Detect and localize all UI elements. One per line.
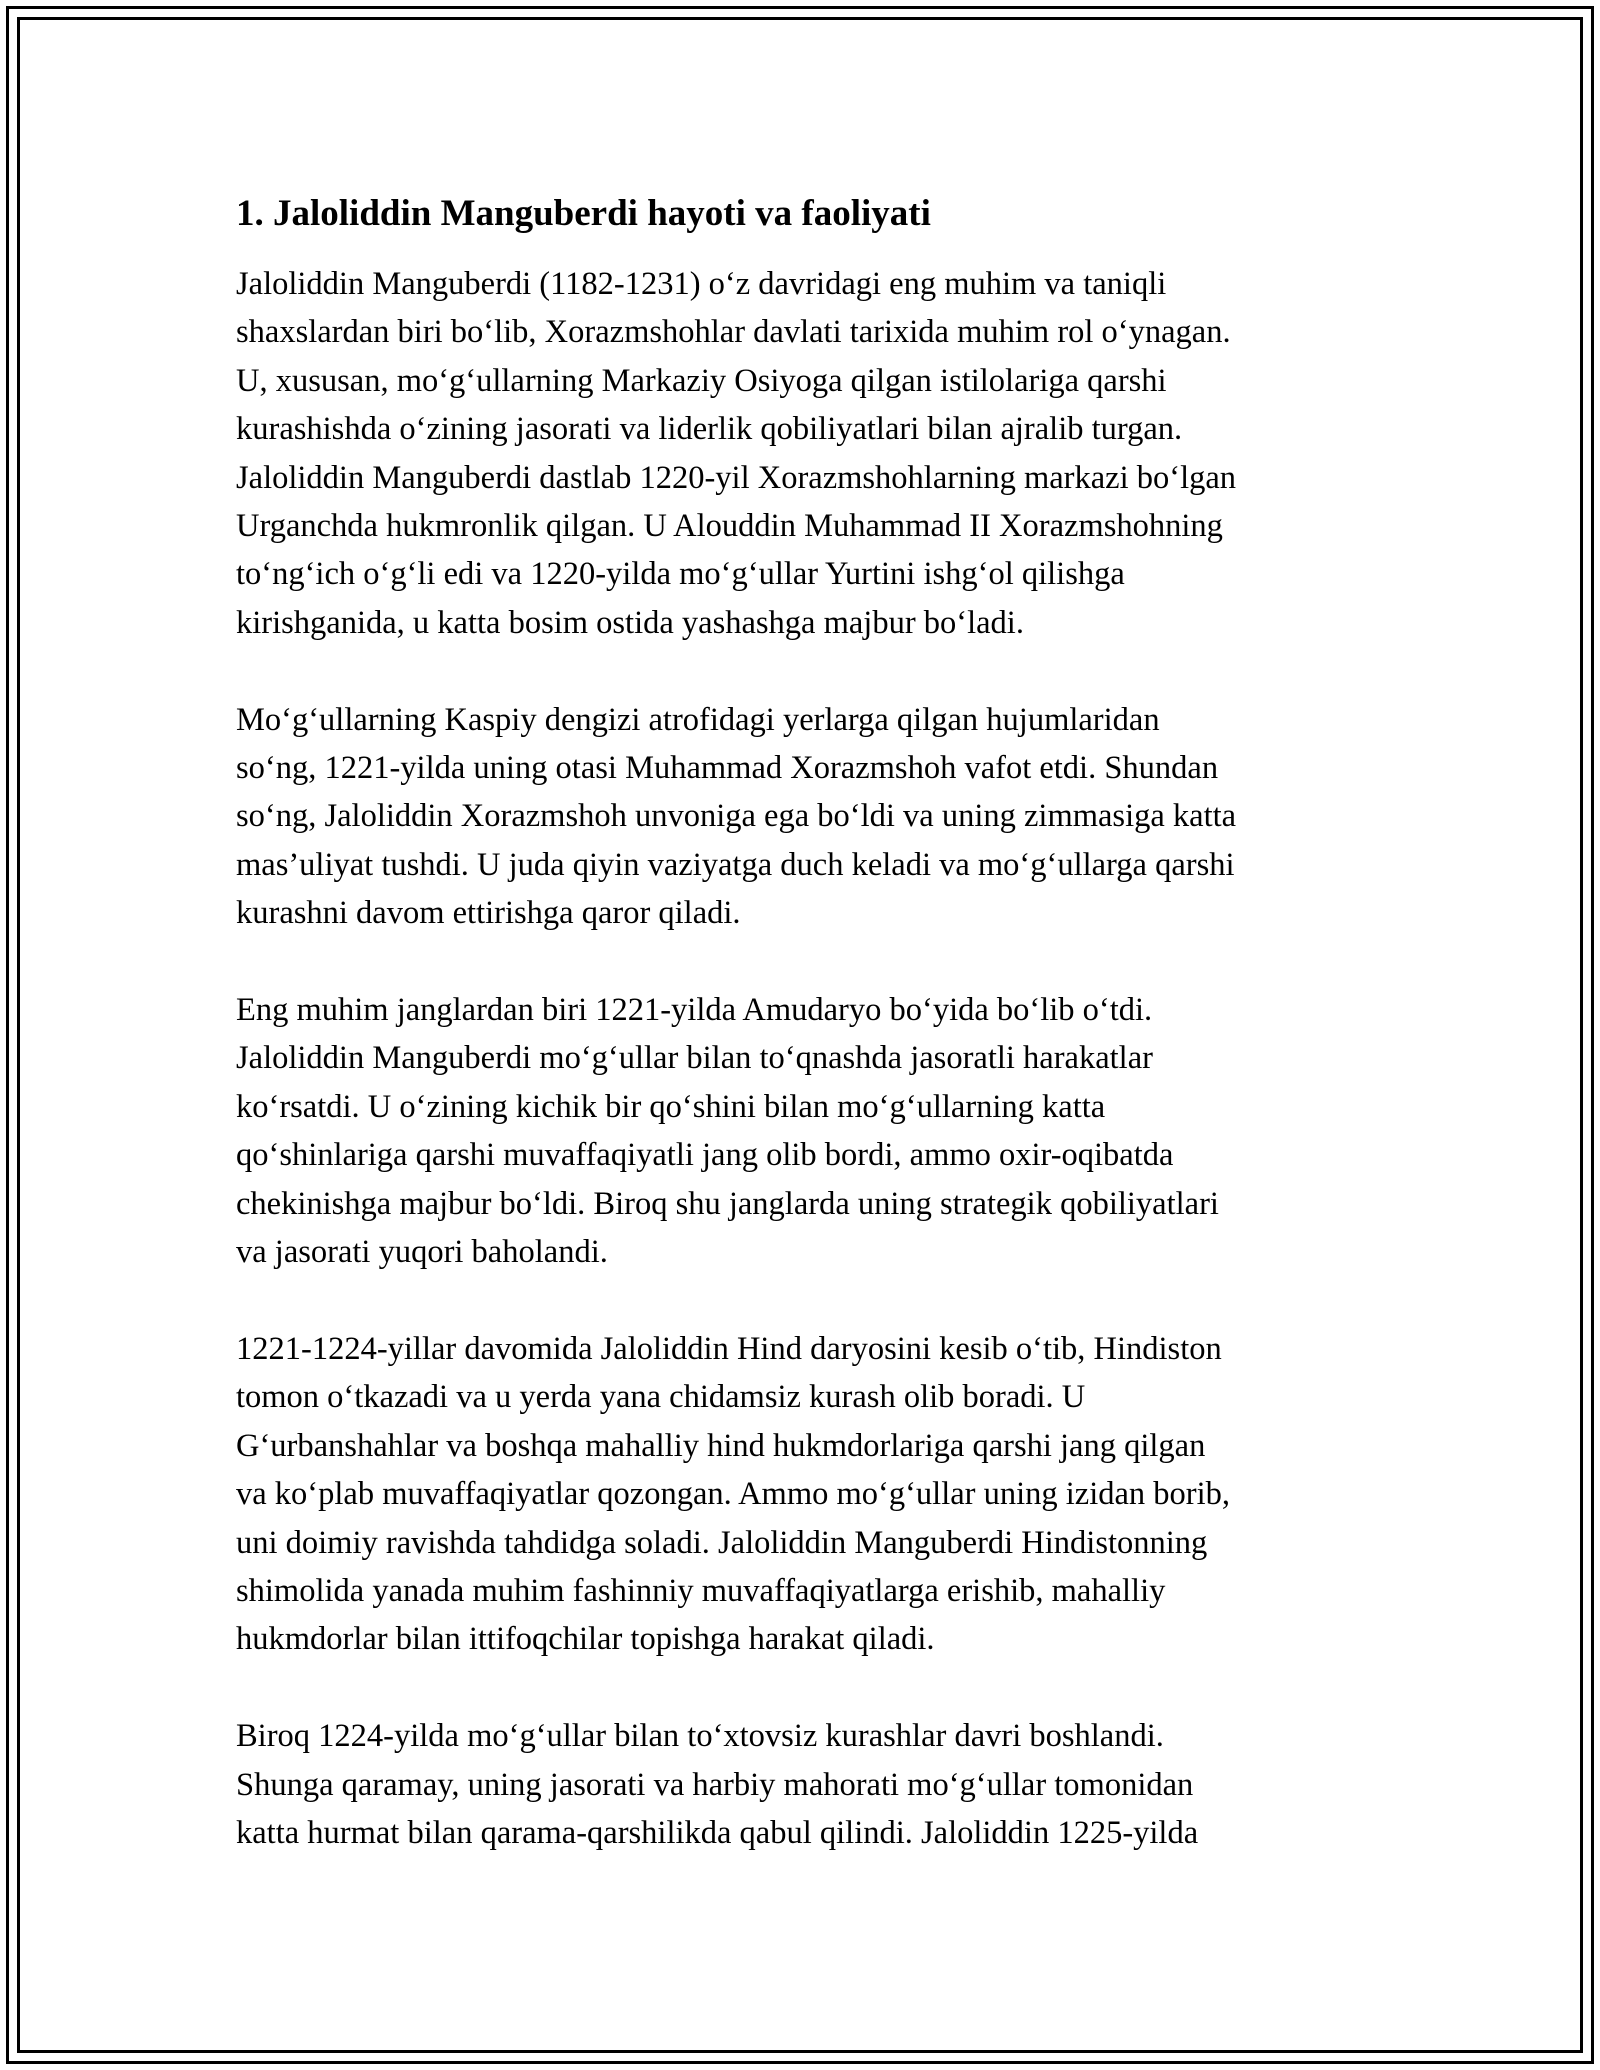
section-heading: 1. Jaloliddin Manguberdi hayoti va faoliyati <box>236 193 931 234</box>
text-line: G‘urbanshahlar va boshqa mahalliy hind hukmdorlariga qarshi jang qilgan <box>236 1427 1206 1464</box>
document-body <box>236 186 1386 1857</box>
text-line: Shunga qaramay, uning jasorati va harbiy mahorati mo‘g‘ullar tomonidan <box>236 1766 1194 1803</box>
text-line: shaxslardan biri bo‘lib, Xorazmshohlar davlati tarixida muhim rol o‘ynagan. <box>236 314 1231 351</box>
text-line: Eng muhim janglardan biri 1221-yilda Amudaryo bo‘yida bo‘lib o‘tdi. <box>236 992 1153 1029</box>
paragraph-5 <box>236 1712 1386 1857</box>
text-line: ko‘rsatdi. U o‘zining kichik bir qo‘shini bilan mo‘g‘ullarning katta <box>236 1088 1106 1125</box>
text-line: katta hurmat bilan qarama-qarshilikda qabul qilindi. Jaloliddin 1225-yilda <box>236 1814 1199 1851</box>
text-line: Jaloliddin Manguberdi dastlab 1220-yil Xorazmshohlarning markazi bo‘lgan <box>236 459 1237 496</box>
text-line: kurashni davom ettirishga qaror qiladi. <box>236 895 741 932</box>
paragraph-4 <box>236 1325 1386 1664</box>
paragraph-2 <box>236 696 1386 938</box>
text-line: tomon o‘tkazadi va u yerda yana chidamsiz kurash olib boradi. U <box>236 1379 1086 1416</box>
text-line: qo‘shinlariga qarshi muvaffaqiyatli jang olib bordi, ammo oxir-oqibatda <box>236 1137 1174 1174</box>
text-line: U, xususan, mo‘g‘ullarning Markaziy Osiyoga qilgan istilolariga qarshi <box>236 362 1167 399</box>
text-line: va jasorati yuqori baholandi. <box>236 1234 608 1271</box>
text-line: so‘ng, Jaloliddin Xorazmshoh unvoniga ega bo‘ldi va uning zimmasiga katta <box>236 798 1237 835</box>
text-line: chekinishga majbur bo‘ldi. Biroq shu janglarda uning strategik qobiliyatlari <box>236 1185 1219 1222</box>
text-line: 1221-1224-yillar davomida Jaloliddin Hind daryosini kesib o‘tib, Hindiston <box>236 1330 1222 1367</box>
text-line: Urganchda hukmronlik qilgan. U Alouddin Muhammad II Xorazmshohning <box>236 508 1223 545</box>
paragraph-3 <box>236 986 1386 1276</box>
text-line: to‘ng‘ich o‘g‘li edi va 1220-yilda mo‘g‘ullar Yurtini ishg‘ol qilishga <box>236 556 1125 593</box>
paragraph-1 <box>236 260 1386 647</box>
text-line: kurashishda o‘zining jasorati va liderlik qobiliyatlari bilan ajralib turgan. <box>236 411 1183 448</box>
text-line: uni doimiy ravishda tahdidga soladi. Jaloliddin Manguberdi Hindistonning <box>236 1524 1208 1561</box>
text-line: va ko‘plab muvaffaqiyatlar qozongan. Ammo mo‘g‘ullar uning izidan borib, <box>236 1476 1231 1513</box>
text-line: hukmdorlar bilan ittifoqchilar topishga harakat qiladi. <box>236 1621 935 1658</box>
text-line: shimolida yanada muhim fashinniy muvaffaqiyatlarga erishib, mahalliy <box>236 1572 1166 1609</box>
text-line: mas’uliyat tushdi. U juda qiyin vaziyatga duch keladi va mo‘g‘ullarga qarshi <box>236 846 1235 883</box>
text-line: Jaloliddin Manguberdi (1182-1231) o‘z davridagi eng muhim va taniqli <box>236 266 1167 302</box>
text-line: kirishganida, u katta bosim ostida yashashga majbur bo‘ladi. <box>236 604 1024 641</box>
text-line: Biroq 1224-yilda mo‘g‘ullar bilan to‘xtovsiz kurashlar davri boshlandi. <box>236 1718 1164 1755</box>
text-line: Jaloliddin Manguberdi mo‘g‘ullar bilan to‘qnashda jasoratli harakatlar <box>236 1040 1153 1077</box>
text-line: so‘ng, 1221-yilda uning otasi Muhammad Xorazmshoh vafot etdi. Shundan <box>236 750 1219 787</box>
text-line: Mo‘g‘ullarning Kaspiy dengizi atrofidagi yerlarga qilgan hujumlaridan <box>236 701 1160 738</box>
